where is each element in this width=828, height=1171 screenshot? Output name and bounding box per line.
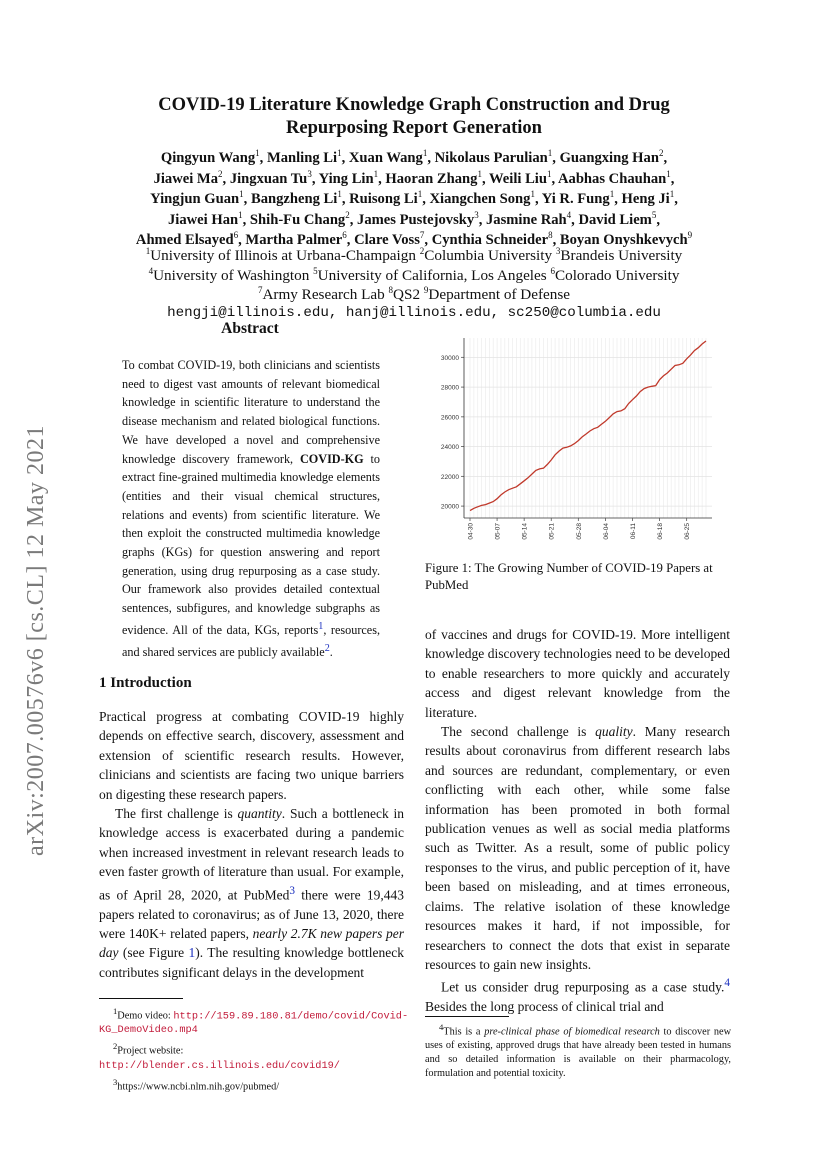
footnote-number: 1: [113, 1006, 118, 1016]
text-span: Besides the long process of clinical trial and: [425, 999, 664, 1015]
text-span: . Such a bottleneck in knowledge access is exacerbated during a pandemic when increased investment in relevant research leads to even faster growth of literature than usual. For example, as of April 28, 2020, at PubMed: [99, 806, 404, 903]
author-name: Jasmine Rah: [485, 211, 567, 228]
author-affiliation-mark: 7: [419, 230, 425, 241]
affiliation-line: [70, 285, 758, 305]
author-affiliation-mark: 2: [218, 168, 223, 179]
x-tick-label: 05-28: [575, 523, 583, 540]
footnote-label: Project website:: [117, 1045, 184, 1057]
author-name: Jiawei Ma: [153, 170, 219, 187]
author-line: Jiawei Han$^1$, Shih-Fu Chang$^2$, James Pustejovsky$^3$, Jasmine Rah$^4$, David Liem$^5$,: [167, 209, 660, 228]
author-name: Yingjun Guan: [150, 191, 240, 208]
affiliation-name: Colorado University: [554, 266, 680, 284]
author-affiliation-mark: 9: [687, 230, 693, 241]
affiliation-mark: 2: [419, 246, 425, 256]
footnote-ref-1[interactable]: 1: [318, 620, 324, 632]
author-affiliation-mark: 3: [307, 168, 312, 179]
footnote-number: 2: [113, 1041, 118, 1052]
abstract-text-mid: , resources, and shared services are publicly available: [122, 622, 381, 659]
author-name: Nikolaus Parulian: [434, 150, 548, 166]
author-name: Yi R. Fung: [541, 191, 610, 208]
author-line: Jiawei Ma$^2$, Jingxuan Tu$^3$, Ying Lin$^1$, Haoran Zhang$^1$, Weili Liu$^1$, Aabhas Chauhan$^1$,: [153, 168, 675, 187]
author-affiliation-mark: 1: [417, 189, 423, 200]
author-affiliation-mark: 6: [342, 230, 347, 241]
footnote-label: Demo video:: [117, 1010, 174, 1022]
author-list: [70, 148, 758, 251]
affiliation-name: University of California, Los Angeles: [317, 266, 551, 284]
footnote-number: 4: [439, 1022, 444, 1032]
abstract-system-name: COVID-KG: [299, 451, 364, 466]
author-affiliation-mark: 1: [546, 168, 552, 179]
text-span: there were 19,443 papers related to coronavirus; as of June 13, 2020, there were 140K+ related papers,: [99, 887, 404, 941]
figure-ref-1[interactable]: 1: [188, 945, 196, 961]
author-affiliation-mark: 1: [373, 168, 379, 179]
author-affiliation-mark: 1: [530, 189, 535, 200]
author-affiliation-mark: 4: [566, 209, 572, 220]
footnote-ref-3[interactable]: 3: [289, 884, 295, 897]
footnote-1: [99, 1004, 409, 1037]
demo-video-link[interactable]: http://159.89.180.81/demo/covid/Covid-KG_DemoVideo.mp4: [99, 1010, 409, 1037]
author-name: Boyan Onyshkevych: [559, 232, 688, 249]
footnote-ref-2[interactable]: 2: [324, 642, 330, 654]
x-tick-label: 06-25: [684, 523, 692, 540]
affiliation-mark: 6: [550, 265, 555, 276]
y-tick-label: 24000: [440, 444, 459, 452]
footnote-rule-left: [99, 998, 183, 999]
author-name: Shih-Fu Chang: [249, 211, 346, 228]
right-paragraph-1: of vaccines and drugs for COVID-19. More intelligent knowledge discovery technologies need to be developed to enable researchers to more quickly and accurately access and digest relevant knowledge from the literature.: [425, 627, 730, 720]
paper-title: [60, 94, 768, 140]
author-line: Qingyun Wang$^1$, Manling Li$^1$, Xuan Wang$^1$, Nikolaus Parulian$^1$, Guangxing Han$^2$,: [160, 148, 668, 166]
affiliation-mark: 4: [148, 265, 154, 276]
text-span: ). The resulting knowledge bottleneck contributes significant delays in the development: [99, 945, 404, 980]
author-name: James Pustejovsky: [357, 211, 475, 228]
y-tick-label: 30000: [440, 354, 459, 362]
text-span: This is a: [443, 1026, 485, 1038]
abstract-body: [122, 356, 380, 661]
author-affiliation-mark: 5: [651, 209, 657, 220]
abstract-text-end: .: [329, 644, 333, 659]
affiliation-mark: 7: [257, 285, 263, 296]
arxiv-stamp-text: arXiv:2007.00576v6 [cs.CL] 12 May 2021: [23, 425, 49, 856]
author-affiliation-mark: 1: [669, 189, 675, 200]
author-name: Guangxing Han: [559, 150, 659, 166]
y-tick-label: 20000: [440, 503, 459, 511]
footnotes-left: [99, 1004, 409, 1094]
author-affiliation-mark: 1: [239, 189, 244, 200]
text-span: to discover new uses of existing, approved drugs that have already been tested in humans and so detailed information is available on their pharmacology, formulation and potential toxicity.: [425, 1026, 732, 1080]
author-name: Qingyun Wang: [160, 150, 256, 166]
x-tick-label: 06-18: [657, 523, 665, 540]
footnote-number: 3: [113, 1076, 118, 1087]
affiliation-name: University of Illinois at Urbana-Champaign: [150, 247, 420, 264]
affiliation-mark: 5: [313, 265, 318, 276]
pubmed-link[interactable]: https://www.ncbi.nlm.nih.gov/pubmed/: [117, 1081, 280, 1093]
author-name: Xuan Wang: [348, 150, 423, 166]
emphasis-quality: quality: [595, 724, 633, 740]
y-tick-label: 28000: [440, 384, 459, 392]
affiliation-mark: 8: [388, 285, 394, 296]
author-name: Clare Voss: [354, 232, 420, 249]
author-name: Cynthia Schneider: [431, 232, 549, 249]
footnote-ref-4[interactable]: 4: [724, 977, 730, 990]
text-span: Let us consider drug repurposing as a case study.: [441, 979, 725, 995]
author-affiliation-mark: 6: [233, 230, 239, 241]
series-line-paper-count: [470, 341, 706, 511]
author-name: Haoran Zhang: [385, 170, 478, 187]
emphasis-quantity: quantity: [237, 806, 282, 822]
section-heading-introduction: 1 Introduction: [99, 675, 192, 691]
pubmed-growth-chart: [420, 330, 720, 550]
author-affiliation-mark: 1: [238, 209, 243, 220]
author-name: David Liem: [578, 211, 652, 228]
abstract-text-post: to extract fine-grained multimedia knowledge elements (entities and their visual chemical structures, relations and events) from scientific literature. We then exploit the constructed multimedia knowledge graphs (KGs) for question answering and report generation, using drug repurposing as a case study. Our framework also provides detailed contextual sentences, subfigures, and knowledge subgraphs as evidence. All of the data, KGs, reports: [122, 451, 380, 637]
author-emails: hengji@illinois.edu, hanj@illinois.edu, sc250@columbia.edu: [167, 305, 661, 321]
author-name: Heng Ji: [621, 191, 670, 208]
intro-left-column: [99, 707, 404, 982]
emphasis-phase: pre-clinical phase of biomedical research: [484, 1026, 660, 1038]
author-name: Manling Li: [266, 150, 338, 166]
affiliation-list: [70, 246, 758, 305]
x-tick-label: 05-07: [494, 523, 502, 540]
affiliation-mark: 9: [423, 285, 429, 296]
y-tick-label: 26000: [440, 414, 459, 422]
author-line: Ahmed Elsayed$^6$, Martha Palmer$^6$, Clare Voss$^7$, Cynthia Schneider$^8$, Boyan Onyshkevych$^9$: [135, 230, 693, 249]
author-line: Yingjun Guan$^1$, Bangzheng Li$^1$, Ruisong Li$^1$, Xiangchen Song$^1$, Yi R. Fung$^1$, Heng Ji$^1$,: [150, 189, 678, 208]
author-name: Xiangchen Song: [429, 191, 531, 208]
right-paragraph-3: [425, 974, 730, 1016]
author-affiliation-mark: 3: [474, 209, 479, 220]
affiliation-name: QS2: [393, 286, 424, 304]
text-span: The first challenge is: [115, 806, 238, 822]
x-tick-label: 06-04: [602, 523, 610, 540]
x-tick-label: 05-14: [521, 523, 529, 540]
x-tick-label: 06-11: [629, 523, 637, 540]
author-name: Aabhas Chauhan: [557, 170, 667, 187]
x-tick-label: 04-30: [467, 523, 475, 540]
title-line-1: COVID-19 Literature Knowledge Graph Construction and Drug: [158, 95, 670, 115]
author-name: Bangzheng Li: [250, 191, 338, 208]
author-name: Jiawei Han: [167, 211, 239, 228]
intro-paragraph-1: Practical progress at combating COVID-19 highly depends on effective search, discovery, assessment and extension of scientific research results. However, clinicians and scientists are facing two unique barriers on digesting these research papers.: [99, 709, 404, 802]
text-span: . Many research results about coronavirus from different research labs and sources are redundant, complementary, or even conflicting with each other, while some false information has been promoted in both formal publication venues as well as social media platforms such as Twitter. As a result, some of public policy responses to the virus, and public perception of it, have been based on misleading, and at times erroneous, claims. The relative isolation of these knowledge resources makes it hard, if not impossible, for researchers to connect the dots that exist in separate resources to gain new insights.: [425, 724, 730, 972]
affiliation-mark: 3: [555, 246, 561, 256]
author-name: Ruisong Li: [349, 191, 418, 208]
footnote-rule-right: [425, 1016, 509, 1017]
affiliation-line: [70, 266, 758, 286]
affiliation-name: Army Research Lab: [262, 286, 389, 304]
author-affiliation-mark: 1: [255, 148, 260, 158]
author-affiliation-mark: 8: [548, 230, 553, 241]
intro-right-column: [425, 625, 730, 1017]
author-affiliation-mark: 1: [422, 148, 428, 158]
author-affiliation-mark: 1: [337, 189, 342, 200]
y-tick-label: 22000: [440, 473, 459, 481]
author-affiliation-mark: 2: [658, 148, 664, 158]
affiliation-name: Brandeis University: [560, 247, 683, 264]
title-line-2: Repurposing Report Generation: [286, 118, 542, 138]
emphasis-rate: nearly 2.7K new papers per day: [99, 925, 404, 961]
abstract-text-pre: To combat COVID-19, both clinicians and scientists need to digest vast amounts of relevant biomedical knowledge in scientific literature to understand the disease mechanism and related biological functions. We have developed a novel and comprehensive knowledge discovery framework,: [122, 358, 380, 466]
affiliation-line: [70, 246, 758, 266]
author-name: Martha Palmer: [245, 232, 343, 249]
author-name: Ying Lin: [318, 170, 374, 187]
text-span: The second challenge is: [441, 724, 596, 740]
intro-paragraph-2: [99, 804, 404, 982]
author-affiliation-mark: 1: [666, 168, 671, 179]
right-paragraph-2: [425, 722, 730, 974]
affiliation-name: Columbia University: [424, 247, 556, 264]
abstract-heading: Abstract: [221, 320, 279, 337]
author-affiliation-mark: 1: [609, 189, 615, 200]
author-affiliation-mark: 2: [345, 209, 350, 220]
footnote-4: [425, 1020, 731, 1081]
x-tick-label: 05-21: [548, 523, 556, 540]
project-website-link[interactable]: http://blender.cs.illinois.edu/covid19/: [99, 1059, 340, 1072]
footnote-2: [99, 1039, 409, 1072]
affiliation-mark: 1: [145, 246, 151, 256]
author-affiliation-mark: 1: [547, 148, 553, 158]
figure-1-caption: Figure 1: The Growing Number of COVID-19 Papers at PubMed: [425, 561, 713, 592]
text-span: (see Figure: [118, 945, 189, 961]
author-name: Weili Liu: [489, 170, 547, 187]
affiliation-name: Department of Defense: [428, 286, 571, 304]
arxiv-stamp: [19, 356, 59, 856]
footnote-3: [99, 1075, 409, 1094]
author-name: Ahmed Elsayed: [135, 232, 234, 249]
affiliation-name: University of Washington: [153, 266, 314, 284]
author-name: Jingxuan Tu: [229, 170, 308, 187]
author-affiliation-mark: 1: [477, 168, 482, 179]
author-affiliation-mark: 1: [337, 148, 342, 158]
